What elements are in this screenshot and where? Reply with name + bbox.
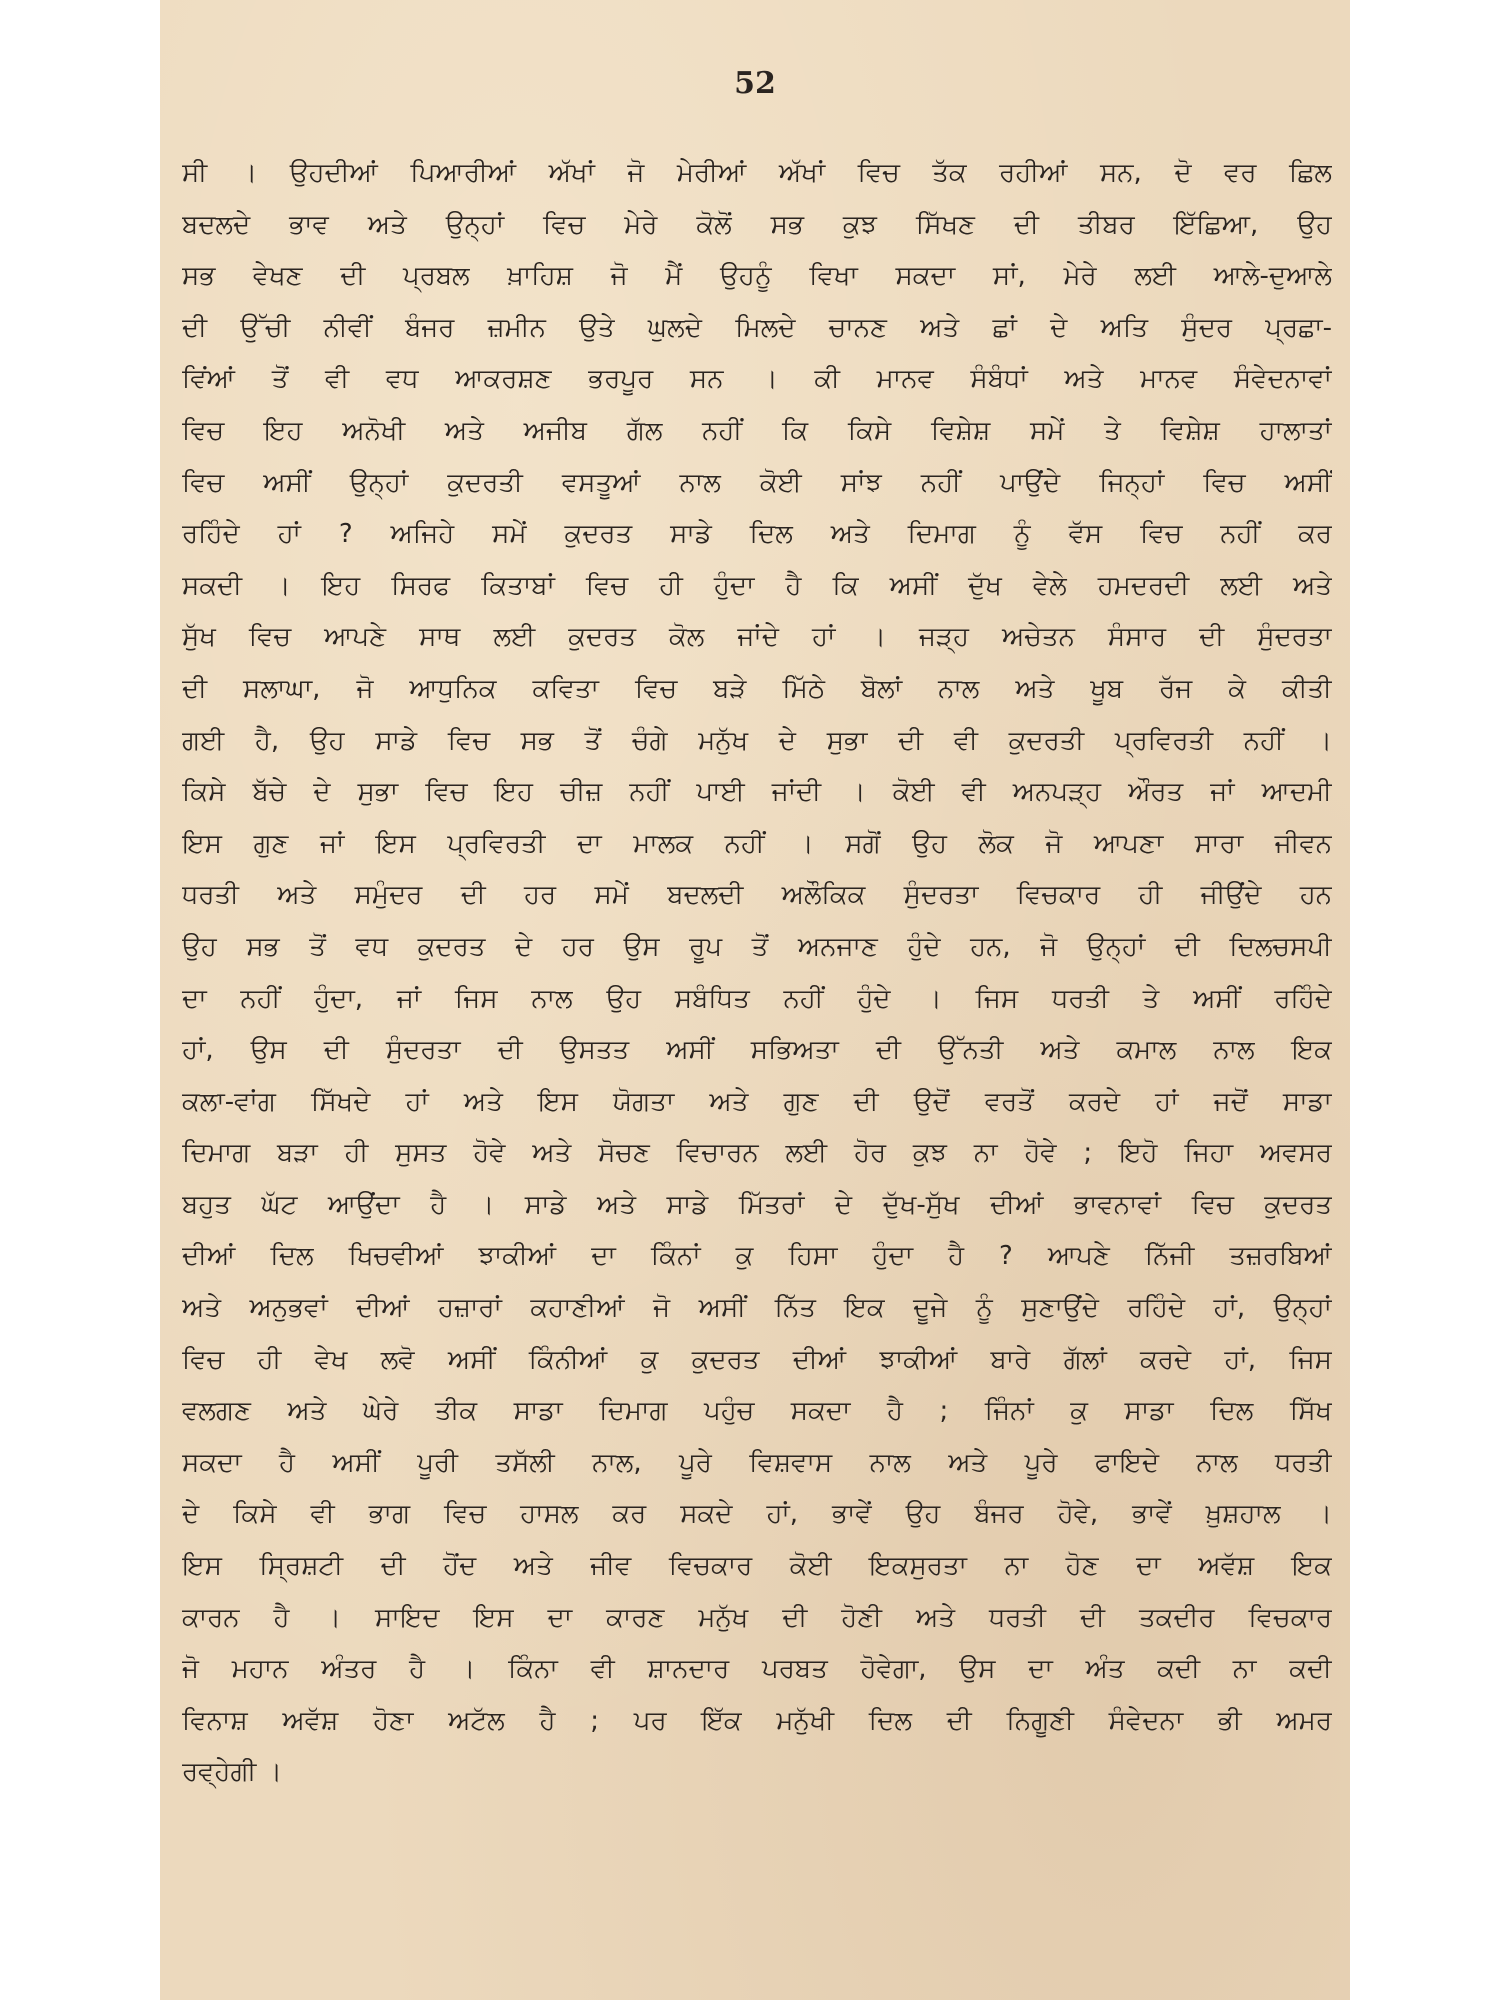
- text-line: ਵਿਚ ਅਸੀਂ ਉਨ੍ਹਾਂ ਕੁਦਰਤੀ ਵਸਤੂਆਂ ਨਾਲ ਕੋਈ ਸਾਂਝ ਨਹੀਂ ਪਾਉਂਦੇ ਜਿਨ੍ਹਾਂ ਵਿਚ ਅਸੀਂ: [182, 467, 1332, 498]
- text-line: ਬਹੁਤ ਘੱਟ ਆਉਂਦਾ ਹੈ । ਸਾਡੇ ਅਤੇ ਸਾਡੇ ਮਿੱਤਰਾਂ ਦੇ ਦੁੱਖ-ਸੁੱਖ ਦੀਆਂ ਭਾਵਨਾਵਾਂ ਵਿਚ ਕੁਦਰਤ: [182, 1189, 1332, 1220]
- text-line: ਦਿਮਾਗ ਬੜਾ ਹੀ ਸੁਸਤ ਹੋਵੇ ਅਤੇ ਸੋਚਣ ਵਿਚਾਰਨ ਲਈ ਹੋਰ ਕੁਝ ਨਾ ਹੋਵੇ ; ਇਹੋ ਜਿਹਾ ਅਵਸਰ: [182, 1138, 1332, 1169]
- text-line: ਕਾਰਨ ਹੈ । ਸਾਇਦ ਇਸ ਦਾ ਕਾਰਣ ਮਨੁੱਖ ਦੀ ਹੋਣੀ ਅਤੇ ਧਰਤੀ ਦੀ ਤਕਦੀਰ ਵਿਚਕਾਰ: [182, 1602, 1332, 1633]
- text-line: ਹਾਂ, ਉਸ ਦੀ ਸੁੰਦਰਤਾ ਦੀ ਉਸਤਤ ਅਸੀਂ ਸਭਿਅਤਾ ਦੀ ਉੱਨਤੀ ਅਤੇ ਕਮਾਲ ਨਾਲ ਇਕ: [182, 1035, 1332, 1066]
- text-line: ਰਹਿੰਦੇ ਹਾਂ ? ਅਜਿਹੇ ਸਮੇਂ ਕੁਦਰਤ ਸਾਡੇ ਦਿਲ ਅਤੇ ਦਿਮਾਗ ਨੂੰ ਵੱਸ ਵਿਚ ਨਹੀਂ ਕਰ: [182, 519, 1332, 550]
- text-line: ਵਿਨਾਸ਼ ਅਵੱਸ਼ ਹੋਣਾ ਅਟੱਲ ਹੈ ; ਪਰ ਇੱਕ ਮਨੁੱਖੀ ਦਿਲ ਦੀ ਨਿਗੂਣੀ ਸੰਵੇਦਨਾ ਭੀ ਅਮਰ: [182, 1705, 1332, 1736]
- text-line: ਬਦਲਦੇ ਭਾਵ ਅਤੇ ਉਨ੍ਹਾਂ ਵਿਚ ਮੇਰੇ ਕੋਲੋਂ ਸਭ ਕੁਝ ਸਿੱਖਣ ਦੀ ਤੀਬਰ ਇੱਛਿਆ, ਉਹ: [182, 209, 1332, 240]
- body-text: [182, 148, 1332, 1799]
- text-line: ਸਭ ਵੇਖਣ ਦੀ ਪ੍ਰਬਲ ਖ਼ਾਹਿਸ਼ ਜੋ ਮੈਂ ਉਹਨੂੰ ਵਿਖਾ ਸਕਦਾ ਸਾਂ, ਮੇਰੇ ਲਈ ਆਲੇ-ਦੁਆਲੇ: [182, 261, 1332, 292]
- text-line: ਦਾ ਨਹੀਂ ਹੁੰਦਾ, ਜਾਂ ਜਿਸ ਨਾਲ ਉਹ ਸਬੰਧਿਤ ਨਹੀਂ ਹੁੰਦੇ । ਜਿਸ ਧਰਤੀ ਤੇ ਅਸੀਂ ਰਹਿੰਦੇ: [182, 983, 1332, 1014]
- text-line: ਸੀ । ਉਹਦੀਆਂ ਪਿਆਰੀਆਂ ਅੱਖਾਂ ਜੋ ਮੇਰੀਆਂ ਅੱਖਾਂ ਵਿਚ ਤੱਕ ਰਹੀਆਂ ਸਨ, ਦੋ ਵਰ ਛਿਲ: [182, 158, 1332, 188]
- text-line: ਗਈ ਹੈ, ਉਹ ਸਾਡੇ ਵਿਚ ਸਭ ਤੋਂ ਚੰਗੇ ਮਨੁੱਖ ਦੇ ਸੁਭਾ ਦੀ ਵੀ ਕੁਦਰਤੀ ਪ੍ਰਵਿਰਤੀ ਨਹੀਂ ।: [182, 725, 1332, 756]
- text-line: ਵਿਚ ਇਹ ਅਨੋਖੀ ਅਤੇ ਅਜੀਬ ਗੱਲ ਨਹੀਂ ਕਿ ਕਿਸੇ ਵਿਸ਼ੇਸ਼ ਸਮੇਂ ਤੇ ਵਿਸ਼ੇਸ਼ ਹਾਲਾਤਾਂ: [182, 415, 1332, 446]
- text-line: ਦੀ ਸਲਾਘਾ, ਜੋ ਆਧੁਨਿਕ ਕਵਿਤਾ ਵਿਚ ਬੜੇ ਮਿੱਠੇ ਬੋਲਾਂ ਨਾਲ ਅਤੇ ਖੂਬ ਰੱਜ ਕੇ ਕੀਤੀ: [182, 673, 1332, 704]
- text-line: ਰਵ੍ਹੇਗੀ ।: [182, 1757, 283, 1788]
- book-page: [160, 0, 1350, 2000]
- text-line: ਕਲਾ-ਵਾਂਗ ਸਿੱਖਦੇ ਹਾਂ ਅਤੇ ਇਸ ਯੋਗਤਾ ਅਤੇ ਗੁਣ ਦੀ ਉਦੋਂ ਵਰਤੋਂ ਕਰਦੇ ਹਾਂ ਜਦੋਂ ਸਾਡਾ: [182, 1086, 1332, 1117]
- text-line: ਧਰਤੀ ਅਤੇ ਸਮੁੰਦਰ ਦੀ ਹਰ ਸਮੇਂ ਬਦਲਦੀ ਅਲੌਕਿਕ ਸੁੰਦਰਤਾ ਵਿਚਕਾਰ ਹੀ ਜੀਉਂਦੇ ਹਨ: [182, 880, 1332, 911]
- text-line: ਸੁੱਖ ਵਿਚ ਆਪਣੇ ਸਾਥ ਲਈ ਕੁਦਰਤ ਕੋਲ ਜਾਂਦੇ ਹਾਂ । ਜੜ੍ਹ ਅਚੇਤਨ ਸੰਸਾਰ ਦੀ ਸੁੰਦਰਤਾ: [182, 622, 1332, 653]
- page-number: 52: [734, 66, 776, 101]
- text-line: ਉਹ ਸਭ ਤੋਂ ਵਧ ਕੁਦਰਤ ਦੇ ਹਰ ਉਸ ਰੂਪ ਤੋਂ ਅਨਜਾਣ ਹੁੰਦੇ ਹਨ, ਜੋ ਉਨ੍ਹਾਂ ਦੀ ਦਿਲਚਸਪੀ: [182, 931, 1332, 962]
- text-line: ਵਿਂਆਂ ਤੋਂ ਵੀ ਵਧ ਆਕਰਸ਼ਣ ਭਰਪੂਰ ਸਨ । ਕੀ ਮਾਨਵ ਸੰਬੰਧਾਂ ਅਤੇ ਮਾਨਵ ਸੰਵੇਦਨਾਵਾਂ: [182, 364, 1332, 395]
- text-line: ਕਿਸੇ ਬੱਚੇ ਦੇ ਸੁਭਾ ਵਿਚ ਇਹ ਚੀਜ਼ ਨਹੀਂ ਪਾਈ ਜਾਂਦੀ । ਕੋਈ ਵੀ ਅਨਪੜ੍ਹ ਔਰਤ ਜਾਂ ਆਦਮੀ: [182, 777, 1332, 808]
- text-line: ਦੀ ਉੱਚੀ ਨੀਵੀਂ ਬੰਜਰ ਜ਼ਮੀਨ ਉਤੇ ਘੁਲਦੇ ਮਿਲਦੇ ਚਾਨਣ ਅਤੇ ਛਾਂ ਦੇ ਅਤਿ ਸੁੰਦਰ ਪ੍ਰਛਾ-: [182, 312, 1332, 343]
- text-line: ਵਲਗਣ ਅਤੇ ਘੇਰੇ ਤੀਕ ਸਾਡਾ ਦਿਮਾਗ ਪਹੁੰਚ ਸਕਦਾ ਹੈ ; ਜਿੰਨਾਂ ਕੁ ਸਾਡਾ ਦਿਲ ਸਿੱਖ: [182, 1396, 1332, 1427]
- text-line: ਦੇ ਕਿਸੇ ਵੀ ਭਾਗ ਵਿਚ ਹਾਸਲ ਕਰ ਸਕਦੇ ਹਾਂ, ਭਾਵੇਂ ਉਹ ਬੰਜਰ ਹੋਵੇ, ਭਾਵੇਂ ਖ਼ੁਸ਼ਹਾਲ ।: [182, 1499, 1332, 1530]
- text-line: ਸਕਦਾ ਹੈ ਅਸੀਂ ਪੂਰੀ ਤਸੱਲੀ ਨਾਲ, ਪੂਰੇ ਵਿਸ਼ਵਾਸ ਨਾਲ ਅਤੇ ਪੂਰੇ ਫਾਇਦੇ ਨਾਲ ਧਰਤੀ: [182, 1447, 1332, 1478]
- text-line: ਦੀਆਂ ਦਿਲ ਖਿਚਵੀਆਂ ਝਾਕੀਆਂ ਦਾ ਕਿੰਨਾਂ ਕੁ ਹਿਸਾ ਹੁੰਦਾ ਹੈ ? ਆਪਣੇ ਨਿੱਜੀ ਤਜ਼ਰਬਿਆਂ: [182, 1241, 1332, 1272]
- text-line: ਵਿਚ ਹੀ ਵੇਖ ਲਵੋ ਅਸੀਂ ਕਿੰਨੀਆਂ ਕੁ ਕੁਦਰਤ ਦੀਆਂ ਝਾਕੀਆਂ ਬਾਰੇ ਗੱਲਾਂ ਕਰਦੇ ਹਾਂ, ਜਿਸ: [182, 1344, 1332, 1375]
- text-line: ਇਸ ਗੁਣ ਜਾਂ ਇਸ ਪ੍ਰਵਿਰਤੀ ਦਾ ਮਾਲਕ ਨਹੀਂ । ਸਗੋਂ ਉਹ ਲੋਕ ਜੋ ਆਪਣਾ ਸਾਰਾ ਜੀਵਨ: [182, 828, 1332, 859]
- text-line: ਅਤੇ ਅਨੁਭਵਾਂ ਦੀਆਂ ਹਜ਼ਾਰਾਂ ਕਹਾਣੀਆਂ ਜੋ ਅਸੀਂ ਨਿੱਤ ਇਕ ਦੂਜੇ ਨੂੰ ਸੁਣਾਉਂਦੇ ਰਹਿੰਦੇ ਹਾਂ, ਉਨ੍ਹਾਂ: [182, 1293, 1332, 1324]
- text-line: ਇਸ ਸ੍ਰਿਸ਼ਟੀ ਦੀ ਹੋਂਦ ਅਤੇ ਜੀਵ ਵਿਚਕਾਰ ਕੋਈ ਇਕਸੁਰਤਾ ਨਾ ਹੋਣ ਦਾ ਅਵੱਸ਼ ਇਕ: [182, 1551, 1332, 1582]
- text-line: ਜੋ ਮਹਾਨ ਅੰਤਰ ਹੈ । ਕਿੰਨਾ ਵੀ ਸ਼ਾਨਦਾਰ ਪਰਬਤ ਹੋਵੇਗਾ, ਉਸ ਦਾ ਅੰਤ ਕਦੀ ਨਾ ਕਦੀ: [182, 1654, 1332, 1685]
- text-line: ਸਕਦੀ । ਇਹ ਸਿਰਫ ਕਿਤਾਬਾਂ ਵਿਚ ਹੀ ਹੁੰਦਾ ਹੈ ਕਿ ਅਸੀਂ ਦੁੱਖ ਵੇਲੇ ਹਮਦਰਦੀ ਲਈ ਅਤੇ: [182, 570, 1332, 601]
